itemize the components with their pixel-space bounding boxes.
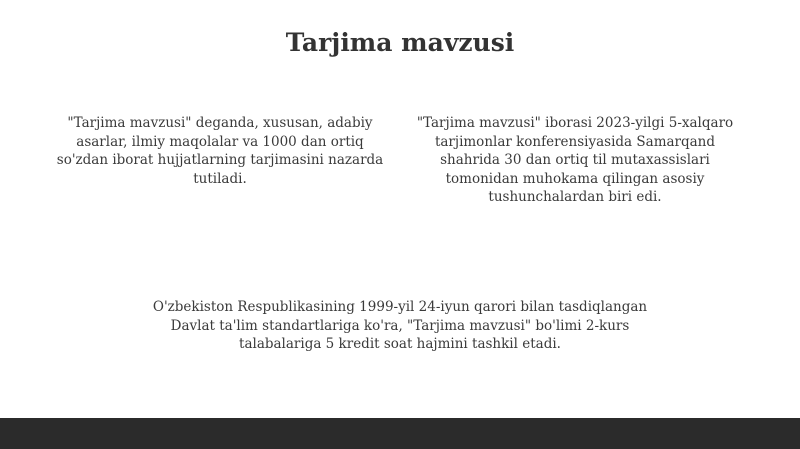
paragraph-left: "Tarjima mavzusi" deganda, xususan, adabiy asarlar, ilmiy maqolalar va 1000 dan ortiq so'zdan iborat hujjatlarning tarjimasini nazarda tutiladi.	[56, 115, 384, 187]
paragraph-right: "Tarjima mavzusi" iborasi 2023-yilgi 5-xalqaro tarjimonlar konferensiyasida Samarqand shahrida 30 dan ortiq til mutaxassislari tomonidan muhokama qilingan asosiy tushunchalardan biri edi.	[416, 115, 734, 205]
paragraph-bottom: O'zbekiston Respublikasining 1999-yil 24-iyun qarori bilan tasdiqlangan Davlat ta'lim standartlariga ko'ra, "Tarjima mavzusi" bo'limi 2-kurs talabalariga 5 kredit soat hajmini tashkil etadi.	[152, 299, 648, 352]
slide-title: Tarjima mavzusi	[285, 28, 515, 57]
footer-bar	[0, 418, 800, 449]
